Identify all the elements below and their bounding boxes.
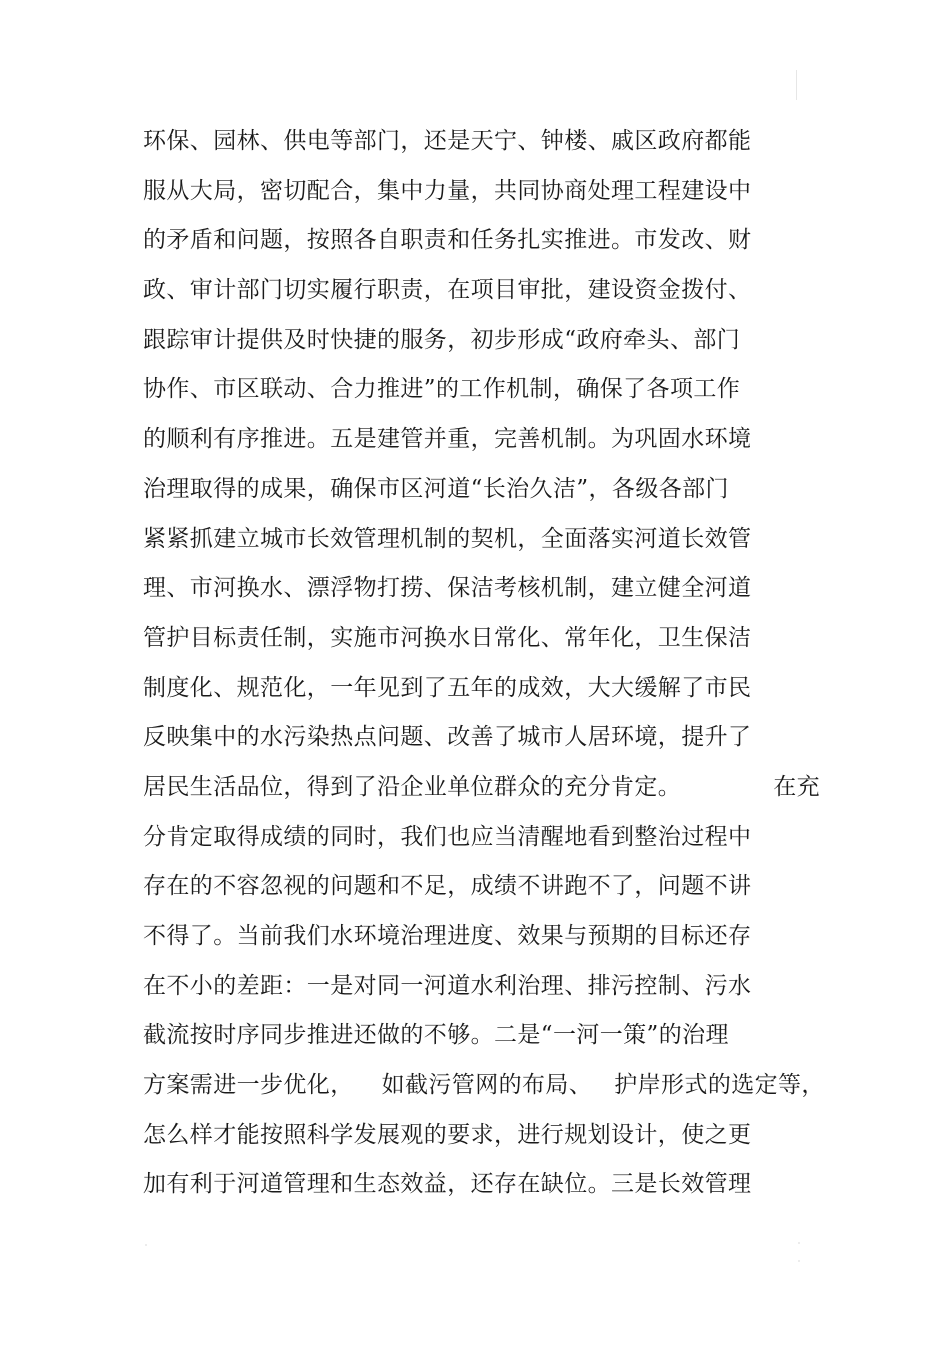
scan-dot	[798, 1260, 800, 1262]
text-line: 协作、市区联动、合力推进”的工作机制，确保了各项工作	[143, 376, 741, 403]
text-line: 的矛盾和问题，按照各自职责和任务扎实推进。市发改、财	[143, 227, 752, 254]
text-line: 的顺利有序推进。五是建管并重，完善机制。为巩固水环境	[143, 426, 752, 453]
paragraph-start-text: 在充	[773, 773, 821, 800]
text-line: 管护目标责任制，实施市河换水日常化、常年化，卫生保洁	[143, 624, 752, 651]
paragraph-end-text: 居民生活品位，得到了沿企业单位群众的充分肯定。	[143, 773, 682, 800]
text-line: 存在的不容忽视的问题和不足，成绩不讲跑不了，问题不讲	[143, 873, 752, 900]
text-line-paragraph-break	[143, 763, 823, 813]
text-line: 分肯定取得成绩的同时，我们也应当清醒地看到整治过程中	[143, 823, 752, 850]
text-line: 服从大局，密切配合，集中力量，共同协商处理工程建设中	[143, 177, 752, 204]
text-line: 政、审计部门切实履行职责，在项目审批，建设资金拨付、	[143, 277, 752, 304]
text-segment: 护岸形式的选定等，	[614, 1072, 825, 1099]
text-segment: 如截污管网的布局、	[381, 1072, 593, 1099]
text-line: 怎么样才能按照科学发展观的要求，进行规划设计，使之更	[143, 1121, 752, 1148]
text-line: 环保、园林、供电等部门，还是天宁、钟楼、戚区政府都能	[143, 128, 752, 154]
body-text	[143, 117, 823, 1210]
text-line: 截流按时序同步推进还做的不够。二是“一河一策”的治理	[143, 1022, 729, 1049]
scan-dot	[145, 1244, 147, 1246]
text-line: 不得了。当前我们水环境治理进度、效果与预期的目标还存	[143, 923, 752, 949]
text-line-spaced	[143, 1061, 823, 1111]
text-line: 制度化、规范化，一年见到了五年的成效，大大缓解了市民	[143, 674, 752, 701]
text-line: 跟踪审计提供及时快捷的服务，初步形成“政府牵头、部门	[143, 326, 741, 353]
text-line: 在不小的差距：一是对同一河道水利治理、排污控制、污水	[143, 972, 752, 999]
scan-dot	[798, 1242, 800, 1244]
text-line: 治理取得的成果，确保市区河道“长治久洁”，各级各部门	[143, 475, 729, 502]
text-line: 加有利于河道管理和生态效益，还存在缺位。三是长效管理	[143, 1171, 752, 1198]
text-line: 反映集中的水污染热点问题、改善了城市人居环境，提升了	[143, 724, 752, 751]
text-line: 紧紧抓建立城市长效管理机制的契机，全面落实河道长效管	[143, 525, 752, 552]
margin-mark	[796, 70, 797, 100]
footer-artifacts	[143, 1238, 803, 1266]
text-line: 理、市河换水、漂浮物打捞、保洁考核机制，建立健全河道	[143, 575, 752, 602]
text-segment: 方案需进一步优化，	[143, 1072, 354, 1099]
